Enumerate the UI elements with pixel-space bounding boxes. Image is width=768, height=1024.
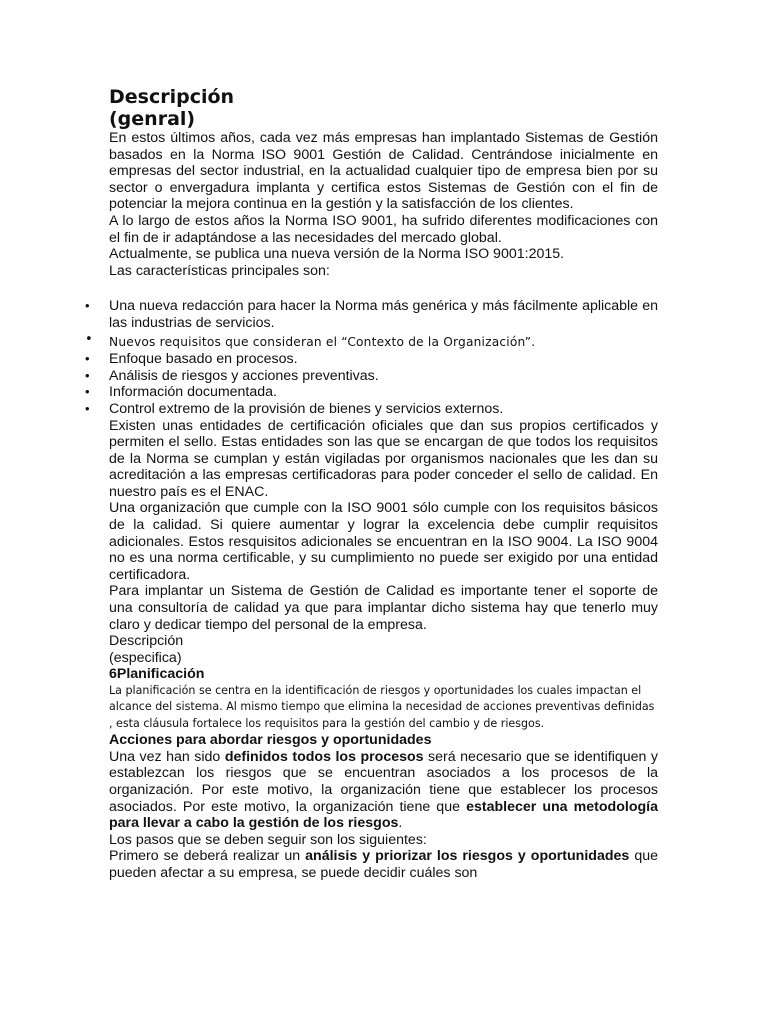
- document-content: [109, 86, 658, 882]
- body-paragraph-3: Para implantar un Sistema de Gestión de Calidad es importante tener el soporte de una consultoría de calidad ya que para implantar dicho sistema hay que tenerlo muy claro y dedicar tiempo del personal de la empresa.: [109, 583, 658, 633]
- list-item: • Análisis de riesgos y acciones preventivas.: [109, 368, 658, 385]
- list-item: • Información documentada.: [109, 384, 658, 401]
- body-paragraph-2: Una organización que cumple con la ISO 9001 sólo cumple con los requisitos básicos de la calidad. Si quiere aumentar y lograr la excelencia debe cumplir requisitos adicionales. Estos resquisitos adicionales se encuentran en la ISO 9004. La ISO 9004 no es una norma certificable, y su cumplimiento no puede ser exigido por una entidad certificadora.: [109, 500, 658, 583]
- bold-text: establecer una metodología para llevar a cabo la gestión de los riesgos: [109, 798, 658, 832]
- section-heading: 6Planificación: [109, 666, 205, 683]
- risk-paragraph-1: [109, 749, 658, 832]
- text-run: que pueden afectar a su empresa, se puede decidir cuáles son: [109, 848, 658, 881]
- specific-label-2: (especifica): [109, 649, 182, 666]
- list-item: • Enfoque basado en procesos.: [109, 351, 658, 368]
- features-list: [109, 298, 658, 417]
- list-item: • Nuevos requisitos que consideran el “Contexto de la Organización”.: [109, 332, 658, 352]
- title-line-2: (genral): [109, 108, 196, 130]
- bold-text: análisis y priorizar los riesgos y oportunidades: [305, 848, 630, 865]
- planning-paragraph: La planificación se centra en la identificación de riesgos y oportunidades los cuales impactan el alcance del sistema. Al mismo tiempo que elimina la necesidad de acciones preventivas definidas , esta cláusula fortalece los requisitos para la gestión del cambio y de riesgos.: [109, 684, 655, 730]
- risk-paragraph-2: Los pasos que se deben seguir son los siguientes:: [109, 831, 427, 848]
- risk-paragraph-3: [109, 848, 658, 881]
- intro-paragraph-2: A lo largo de estos años la Norma ISO 9001, ha sufrido diferentes modificaciones con el fin de ir adaptándose a las necesidades del mercado global.: [109, 212, 658, 246]
- bold-text: definidos todos los procesos: [224, 748, 424, 765]
- intro-paragraph-3: Actualmente, se publica una nueva versión de la Norma ISO 9001:2015.: [109, 246, 565, 263]
- text-run: Primero se deberá realizar un: [109, 848, 306, 865]
- specific-label-1: Descripción: [109, 633, 184, 650]
- title-line-1: Descripción: [109, 86, 235, 108]
- text-run: .: [398, 815, 403, 832]
- text-run: Una vez han sido: [109, 748, 225, 765]
- document-title: [109, 86, 658, 130]
- text-run: será necesario que se identifiquen y establezcan los riesgos que se encuentran asociados a los procesos de la organización. Por este motivo, la organización tiene que establecer los procesos asociados. Por este motivo, la organización tiene que: [109, 748, 658, 815]
- spacer: [109, 279, 658, 298]
- sub-heading: Acciones para abordar riesgos y oportunidades: [109, 732, 432, 749]
- intro-paragraph-1: En estos últimos años, cada vez más empresas han implantado Sistemas de Gestión basados en la Norma ISO 9001 Gestión de Calidad. Centrándose inicialmente en empresas del sector industrial, en la actualidad cualquier tipo de empresa bien por su sector o envergadura implanta y certifica estos Sistemas de Gestión con el fin de potenciar la mejora continua en la gestión y la satisfacción de los clientes.: [109, 130, 658, 213]
- list-item: • Una nueva redacción para hacer la Norma más genérica y más fácilmente aplicable en las industrias de servicios.: [109, 298, 658, 331]
- list-item: • Control extremo de la provisión de bienes y servicios externos.: [109, 401, 658, 418]
- body-paragraph-1: Existen unas entidades de certificación oficiales que dan sus propios certificados y permiten el sello. Estas entidades son las que se encargan de que todos los requisitos de la Norma se cumplan y están vigiladas por organismos nacionales que les dan su acreditación a las empresas certificadoras para poder conceder el sello de calidad. En nuestro país es el ENAC.: [109, 417, 658, 500]
- intro-paragraph-4: Las características principales son:: [109, 262, 330, 279]
